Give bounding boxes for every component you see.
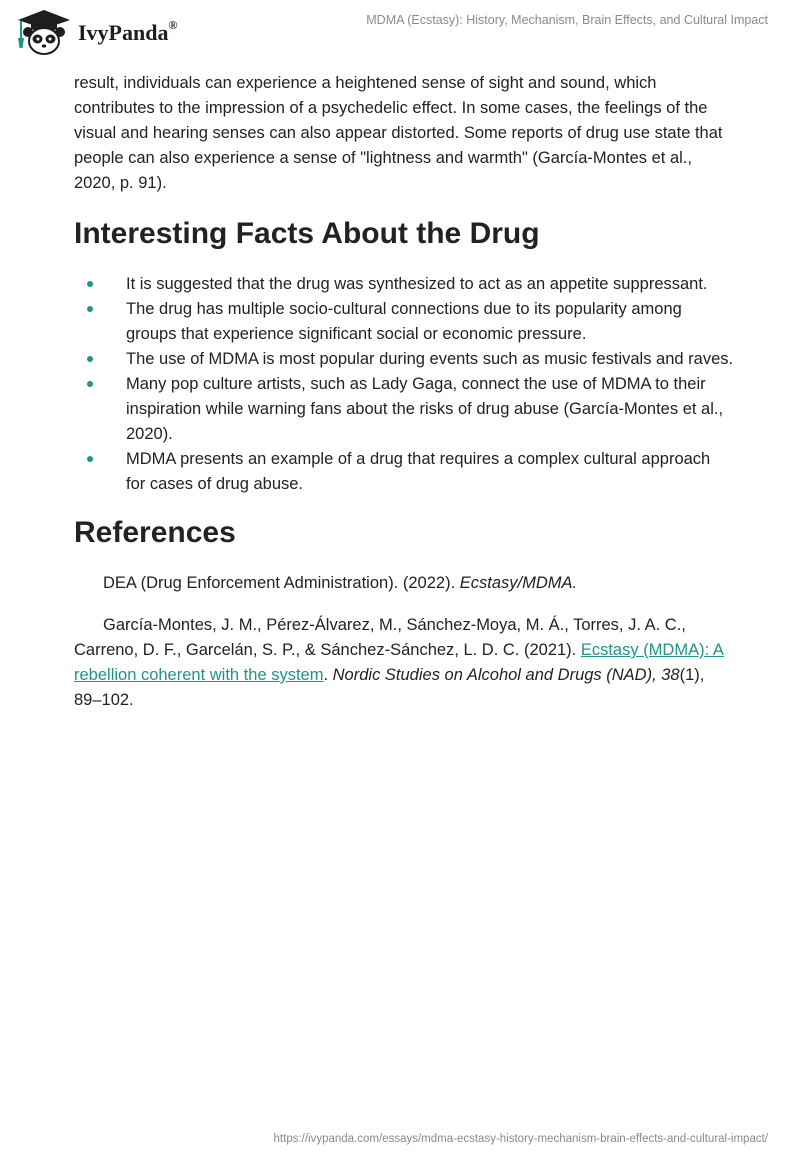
reference-entry: DEA (Drug Enforcement Administration). (2022). Ecstasy/MDMA. xyxy=(103,574,578,592)
bullet-icon xyxy=(87,356,93,362)
reference-entry: García-Montes, J. M., Pérez-Álvarez, M., Sánchez-Moya, M. Á., Torres, J. A. C., Carreno, D. F., Garcelán, S. P., & Sánchez-Sánchez, L. D. C. (2021). Ecstasy (MDMA): A rebellion coherent with the system. Nordic Studies on Alcohol and Drugs (NAD), 38(1), 89–102. xyxy=(74,616,724,709)
ivypanda-logo[interactable] xyxy=(14,8,177,56)
list-item: The use of MDMA is most popular during events such as music festivals and raves. xyxy=(74,347,734,372)
brand-name: IvyPanda® xyxy=(78,18,178,45)
references-heading: References xyxy=(74,516,236,549)
list-item: Many pop culture artists, such as Lady Gaga, connect the use of MDMA to their inspiration while warning fans about the risks of drug abuse (García-Montes et al., 2020). xyxy=(74,372,734,447)
list-item: MDMA presents an example of a drug that requires a complex cultural approach for cases of drug abuse. xyxy=(74,447,734,497)
intro-paragraph: result, individuals can experience a heightened sense of sight and sound, which contributes to the impression of a psychedelic effect. In some cases, the feelings of the visual and hearing senses can also appear distorted. Some reports of drug use state that people can also experience a sense of "lightness and warmth" (García-Montes et al., 2020, p. 91). xyxy=(74,74,723,192)
essay-content xyxy=(74,71,734,730)
bullet-icon xyxy=(87,381,93,387)
references-list xyxy=(74,571,734,713)
facts-heading: Interesting Facts About the Drug xyxy=(74,217,540,250)
panda-graduate-icon xyxy=(14,8,74,56)
bullet-icon xyxy=(87,456,93,462)
bullet-icon xyxy=(87,281,93,287)
list-item: The drug has multiple socio-cultural connections due to its popularity among groups that experience significant social or economic pressure. xyxy=(74,297,734,347)
reference-link[interactable]: Ecstasy (MDMA): A rebellion coherent with the system xyxy=(74,641,724,684)
page-header xyxy=(0,0,800,64)
page-url: https://ivypanda.com/essays/mdma-ecstasy-history-mechanism-brain-effects-and-cultural-impact/ xyxy=(273,1133,768,1145)
facts-list xyxy=(74,272,734,497)
bullet-icon xyxy=(87,306,93,312)
document-title: MDMA (Ecstasy): History, Mechanism, Brain Effects, and Cultural Impact xyxy=(366,13,768,27)
list-item: It is suggested that the drug was synthesized to act as an appetite suppressant. xyxy=(74,272,734,297)
